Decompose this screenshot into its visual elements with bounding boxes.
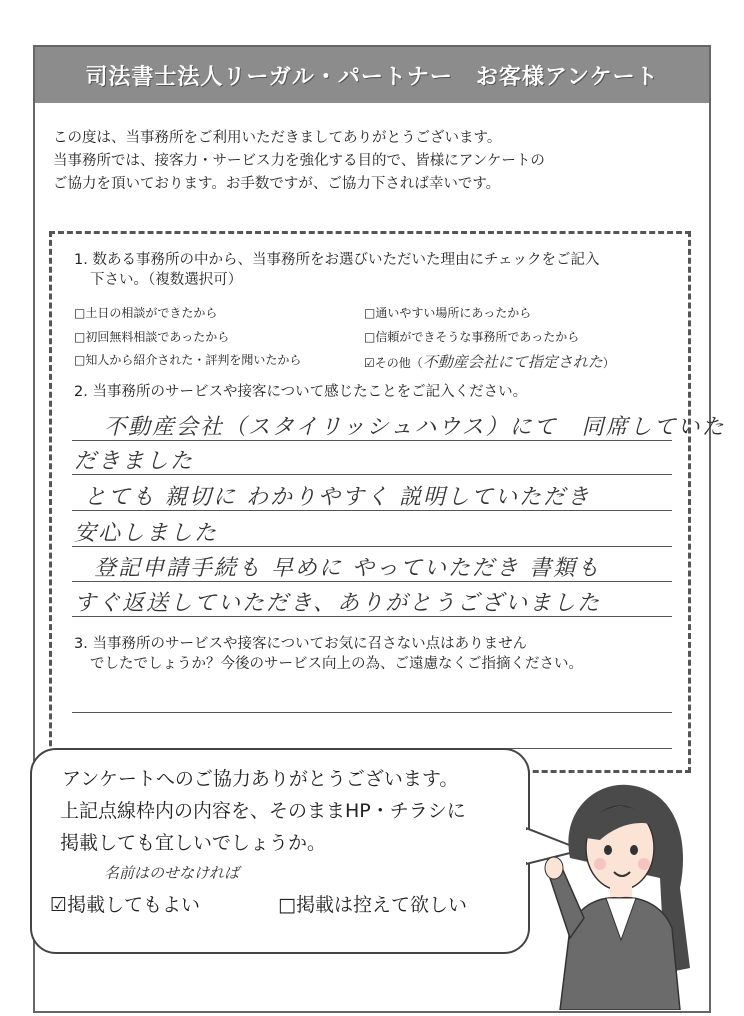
question-3-line-2: でしたでしょうか？今後のサービス向上の為、ご遠慮なくご指摘ください。 <box>90 656 583 672</box>
handwritten-line-6: すぐ返送していただき、ありがとうございました <box>74 591 602 616</box>
answer-area <box>49 231 726 773</box>
intro-line-1: この度は、当事務所をご利用いただきましてありがとうございます。 <box>53 130 502 146</box>
answer-rule <box>72 712 672 713</box>
intro-line-3: ご協力を頂いております。お手数ですが、ご協力下されば幸いです。 <box>53 176 501 192</box>
question-1-line-2: 下さい。（複数選択可） <box>90 272 243 288</box>
question-3 <box>74 634 583 674</box>
handwritten-note: 名前はのせなければ <box>104 864 240 882</box>
businesswoman-illustration-icon <box>540 768 710 1010</box>
question-1 <box>74 250 600 290</box>
option-referral[interactable]: □知人から紹介された・評判を聞いたから <box>74 353 302 367</box>
option-location[interactable]: □通いやすい場所にあったから <box>364 306 532 320</box>
handwritten-line-5: 登記申請手続も 早めに やっていただき 書類も <box>94 556 601 581</box>
question-2: 2. 当事務所のサービスや接客について感じたことをご記入ください。 <box>74 384 528 400</box>
survey-header <box>35 47 709 103</box>
consent-yes-checkbox[interactable]: ☑掲載してもよい <box>50 894 201 916</box>
option-other-handwritten: 不動産会社にて指定された <box>422 353 603 371</box>
bubble-line-1: アンケートへのご協力ありがとうございます。 <box>62 768 459 790</box>
question-3-line-1: 3. 当事務所のサービスや接客についてお気に召さない点はありません <box>74 636 528 652</box>
consent-bubble <box>30 748 530 954</box>
bubble-line-2: 上記点線枠内の内容を、そのままHP・チラシに <box>60 800 466 822</box>
option-other[interactable] <box>364 351 615 372</box>
option-other-close: ） <box>602 356 615 370</box>
handwritten-line-3: とても 親切に わかりやすく 説明していただき <box>84 485 591 510</box>
question-1-line-1: 1. 数ある事務所の中から、当事務所をお選びいただいた理由にチェックをご記入 <box>74 252 600 268</box>
option-weekend[interactable]: □土日の相談ができたから <box>74 306 218 320</box>
consent-no-checkbox[interactable]: □掲載は控えて欲しい <box>278 894 467 916</box>
intro-line-2: 当事務所では、接客力・サービス力を強化する目的で、皆様にアンケートの <box>53 153 545 169</box>
handwritten-line-2: だきました <box>74 449 195 474</box>
intro-text <box>53 127 545 196</box>
handwritten-line-4: 安心しました <box>74 521 219 546</box>
handwritten-line-1: 不動産会社（スタイリッシュハウス）にて 同席していた <box>104 415 726 440</box>
bubble-line-3: 掲載しても宜しいでしょうか。 <box>60 832 327 854</box>
option-other-label: ☑その他（ <box>364 356 423 370</box>
option-trust[interactable]: □信頼ができそうな事務所であったから <box>364 330 580 344</box>
option-free-consult[interactable]: □初回無料相談であったから <box>74 330 230 344</box>
survey-title: 司法書士法人リーガル・パートナー お客様アンケート <box>85 64 659 90</box>
